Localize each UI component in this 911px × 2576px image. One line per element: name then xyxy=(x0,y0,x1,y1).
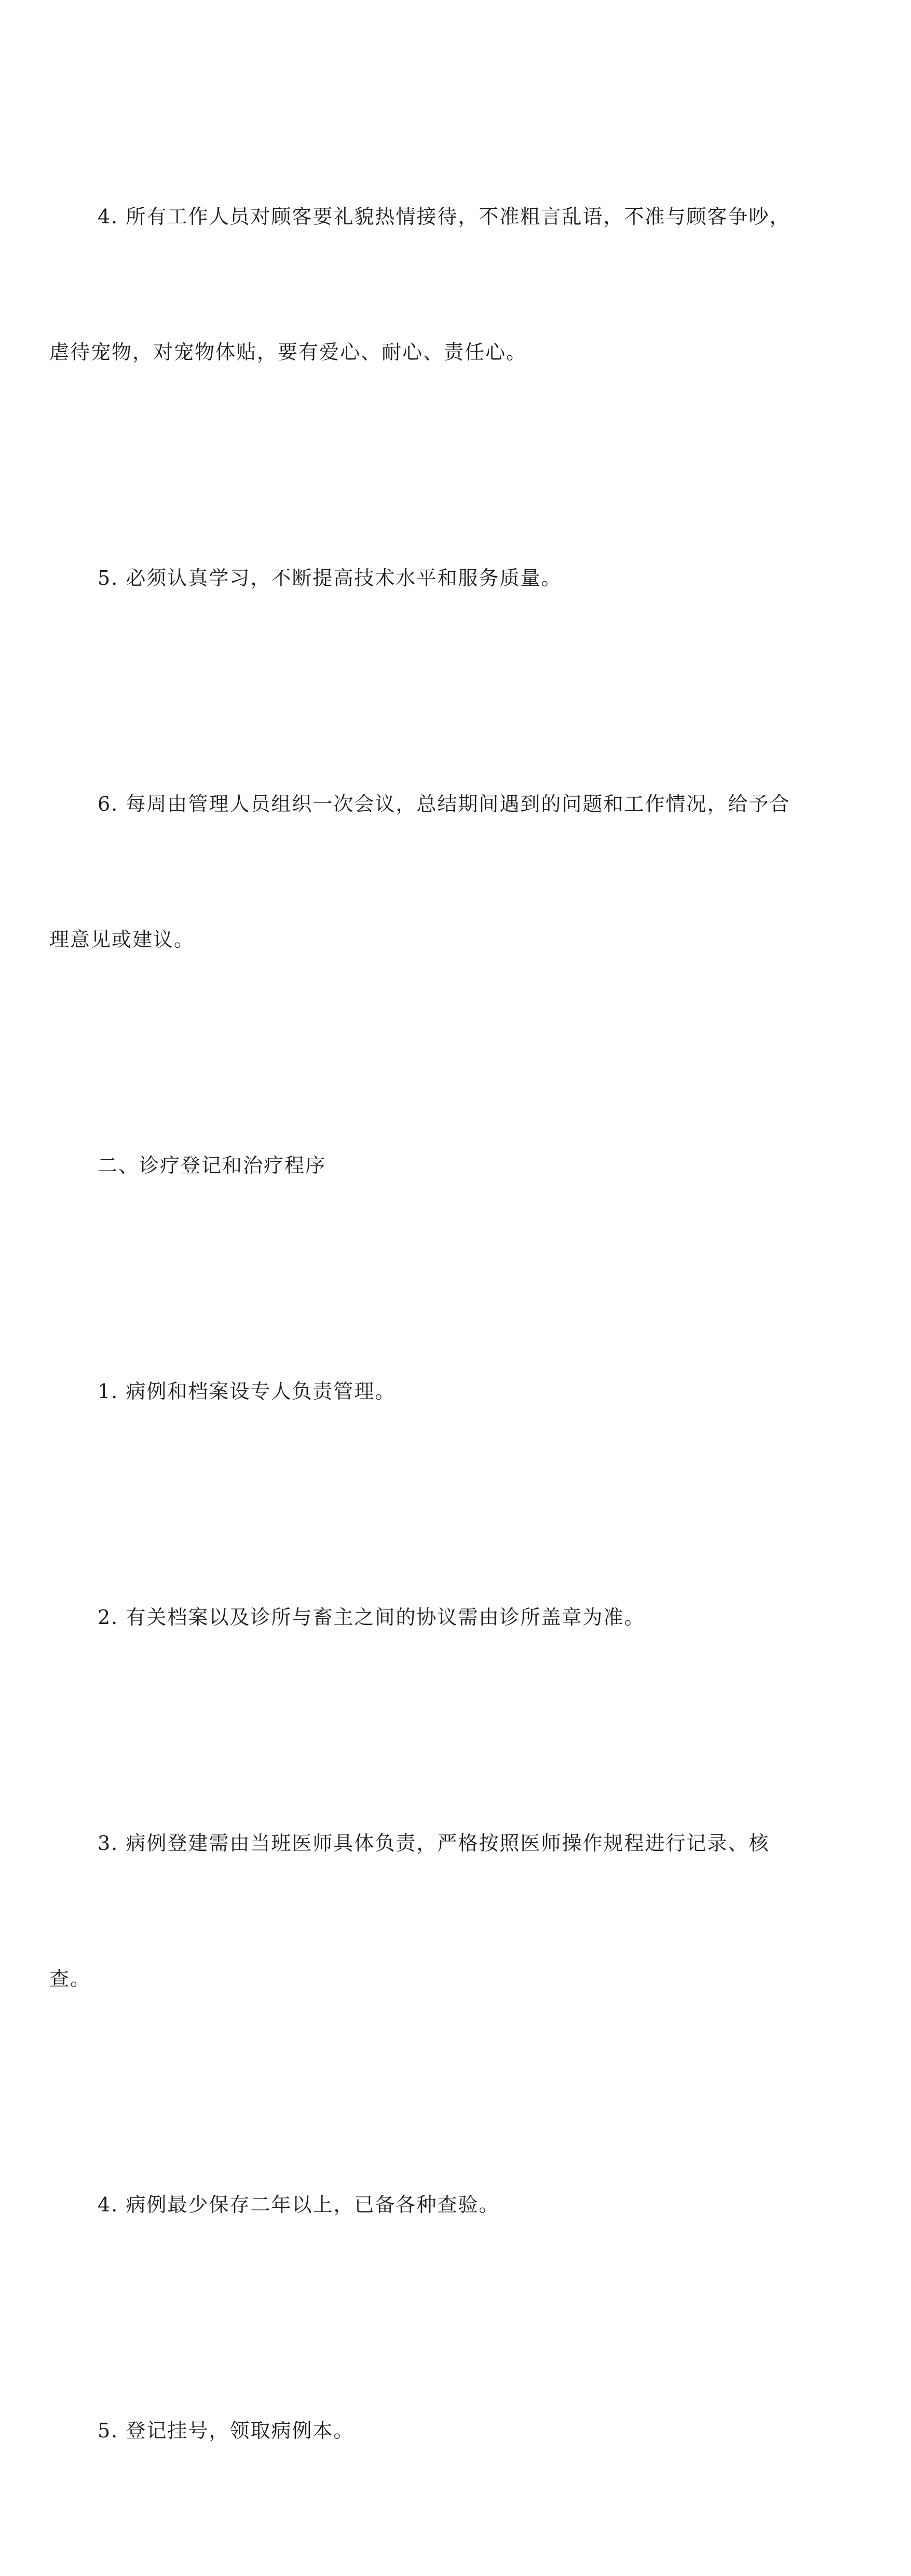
paragraph-proc-1 xyxy=(49,1279,869,1505)
text-line: 6. 每周由管理人员组织一次会议，总结期间遇到的问题和工作情况，给予合 xyxy=(98,793,791,815)
paragraph-proc-3 xyxy=(49,1730,869,2092)
paragraph-proc-2 xyxy=(49,1505,869,1730)
text-line: 1. 病例和档案设专人负责管理。 xyxy=(98,1380,396,1403)
text-line: 4. 所有工作人员对顾客要礼貌热情接待，不准粗言乱语，不准与顾客争吵， xyxy=(98,205,791,228)
document-body xyxy=(49,104,869,2576)
text-line: 查。 xyxy=(49,1967,91,1990)
text-line: 5. 必须认真学习，不断提高技术水平和服务质量。 xyxy=(98,567,562,589)
paragraph-proc-6 xyxy=(49,2544,869,2576)
text-line: 2. 有关档案以及诊所与畜主之间的协议需由诊所盖章为准。 xyxy=(98,1606,645,1629)
paragraph-proc-4 xyxy=(49,2092,869,2318)
paragraph-rule-6 xyxy=(49,691,869,1053)
text-line: 5. 登记挂号，领取病例本。 xyxy=(98,2419,355,2442)
paragraph-rule-5 xyxy=(49,465,869,691)
text-line: 虐待宠物，对宠物体贴，要有爱心、耐心、责任心。 xyxy=(49,341,527,364)
text-line: 理意见或建议。 xyxy=(49,928,195,951)
paragraph-proc-5 xyxy=(49,2318,869,2544)
section-heading-2 xyxy=(49,1053,869,1279)
text-line: 3. 病例登建需由当班医师具体负责，严格按照医师操作规程进行记录、核 xyxy=(98,1832,770,1855)
heading-text: 二、诊疗登记和治疗程序 xyxy=(98,1154,327,1177)
paragraph-rule-4 xyxy=(49,104,869,465)
text-line: 4. 病例最少保存二年以上，已备各种查验。 xyxy=(98,2193,500,2216)
